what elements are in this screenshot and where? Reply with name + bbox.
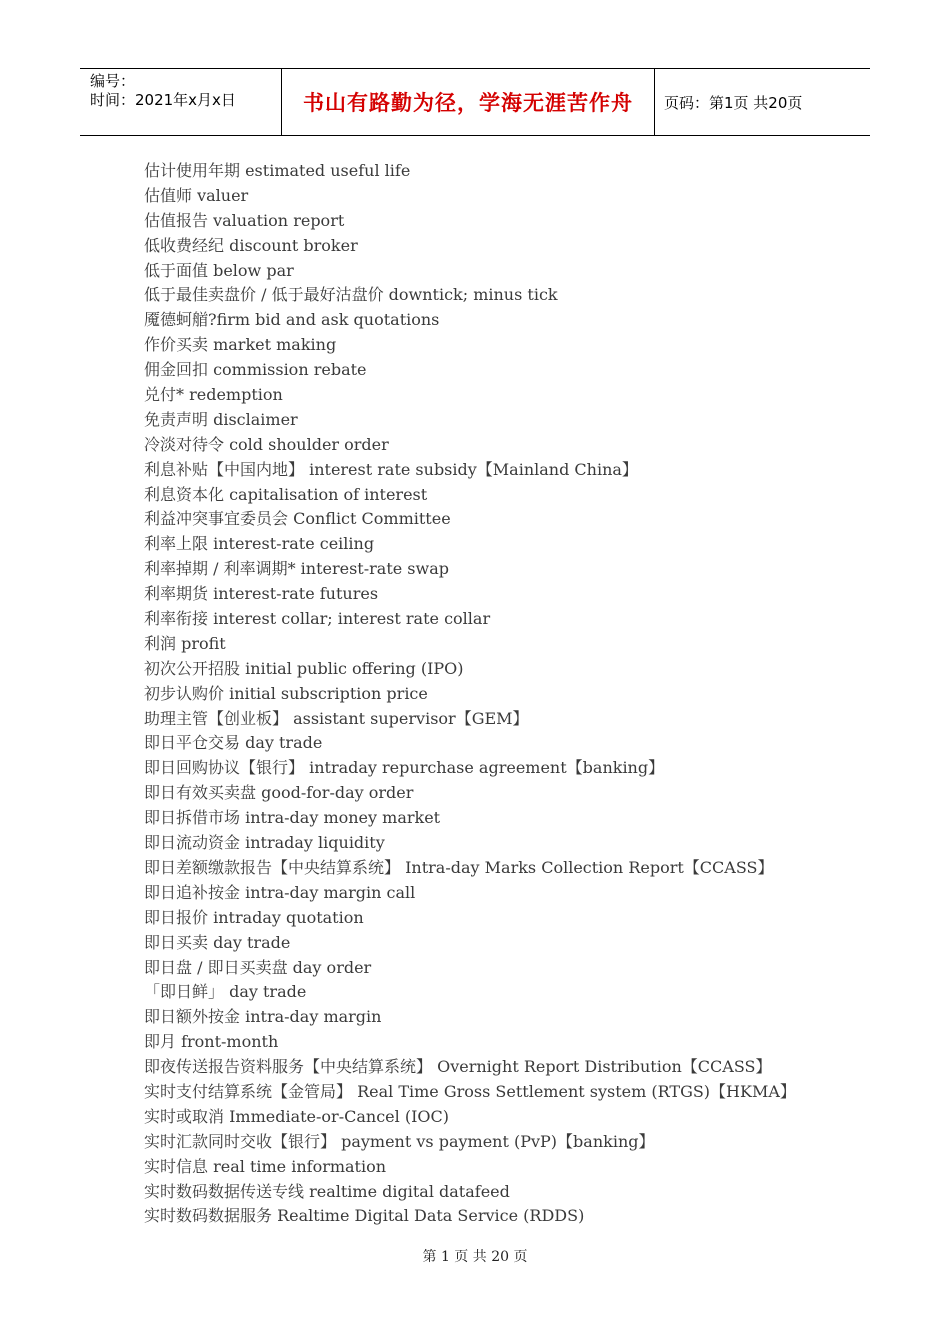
- glossary-entry: 利息补贴【中国内地】 interest rate subsidy【Mainland China】: [144, 459, 638, 479]
- glossary-entry: 助理主管【创业板】 assistant supervisor【GEM】: [144, 708, 529, 728]
- glossary-entry: 估计使用年期 estimated useful life: [144, 161, 411, 180]
- glossary-entry: 即月 front-month: [144, 1032, 279, 1052]
- header-page-info: [655, 69, 870, 135]
- glossary-entry: 实时数码数据传送专线 realtime digital datafeed: [144, 1181, 510, 1201]
- glossary-entry: 即日有效买卖盘 good-for-day order: [144, 783, 414, 803]
- glossary-entry: 实时或取消 Immediate-or-Cancel (IOC): [144, 1106, 449, 1126]
- glossary-entry: 即日报价 intraday quotation: [144, 907, 364, 927]
- glossary-entry: 即日差额缴款报告【中央结算系统】 Intra-day Marks Collection Report【CCASS】: [144, 857, 774, 877]
- glossary-entry: 即日盘 / 即日买卖盘 day order: [144, 957, 372, 977]
- document-date: 时间：2021年x月x日: [90, 91, 236, 109]
- glossary-entry: 「即日鲜」 day trade: [144, 982, 307, 1002]
- glossary-entry: 利息资本化 capitalisation of interest: [144, 484, 428, 504]
- glossary-entry: 利率上限 interest-rate ceiling: [144, 534, 375, 554]
- glossary-entry: 即日平仓交易 day trade: [144, 733, 323, 753]
- glossary-entry: 作价买卖 market making: [144, 335, 337, 355]
- glossary-entry: 即日回购协议【银行】 intraday repurchase agreement【banking】: [144, 758, 665, 778]
- glossary-entry: 估值报告 valuation report: [144, 210, 345, 230]
- glossary-entry: 利益冲突事宜委员会 Conflict Committee: [144, 509, 451, 529]
- header-motto-cell: [282, 69, 655, 135]
- glossary-entry: 低于最佳卖盘价 / 低于最好沽盘价 downtick; minus tick: [144, 285, 558, 305]
- glossary-entry: 利率期货 interest-rate futures: [144, 584, 379, 604]
- glossary-entry: 利率掉期 / 利率调期* interest-rate swap: [144, 559, 449, 579]
- glossary-entry: 实时数码数据服务 Realtime Digital Data Service (RDDS): [144, 1206, 585, 1226]
- glossary-entry: 即日额外按金 intra-day margin: [144, 1007, 382, 1027]
- header-meta: [80, 69, 282, 135]
- glossary-entry: 实时信息 real time information: [144, 1156, 387, 1176]
- glossary-entry: 魇德蚵艏?firm bid and ask quotations: [144, 310, 440, 330]
- glossary-entry: 利率衔接 interest collar; interest rate collar: [144, 609, 491, 629]
- header-motto: 书山有路勤为径，学海无涯苦作舟: [303, 91, 633, 115]
- glossary-entry: 低收费经纪 discount broker: [144, 235, 358, 255]
- glossary-entry: 即日买卖 day trade: [144, 932, 291, 952]
- glossary-entry: 估值师 valuer: [144, 185, 249, 205]
- page-footer: 第 1 页 共 20 页: [422, 1249, 528, 1265]
- glossary-entry: 即日追补按金 intra-day margin call: [144, 882, 416, 902]
- glossary-entry: 初次公开招股 initial public offering (IPO): [144, 658, 464, 678]
- glossary-entry: 免责声明 disclaimer: [144, 409, 298, 429]
- glossary-entry: 初步认购价 initial subscription price: [144, 683, 428, 703]
- glossary-list: [144, 159, 864, 1229]
- glossary-entry: 即夜传送报告资料服务【中央结算系统】 Overnight Report Distribution【CCASS】: [144, 1057, 772, 1077]
- glossary-entry: 实时支付结算系统【金管局】 Real Time Gross Settlement system (RTGS)【HKMA】: [144, 1081, 796, 1101]
- glossary-entry: 兑付* redemption: [144, 385, 283, 405]
- glossary-entry: 佣金回扣 commission rebate: [144, 360, 367, 380]
- glossary-entry: 冷淡对待令 cold shoulder order: [144, 434, 389, 454]
- glossary-entry: 低于面值 below par: [144, 260, 294, 280]
- page-header: [80, 68, 870, 136]
- glossary-entry: 即日流动资金 intraday liquidity: [144, 833, 385, 853]
- page-info-text: 页码：第1页 共20页: [664, 93, 803, 112]
- glossary-entry: 实时汇款同时交收【银行】 payment vs payment (PvP)【banking】: [144, 1131, 655, 1151]
- glossary-entry: 利润 profit: [144, 633, 226, 653]
- document-number-label: 编号：: [90, 72, 136, 90]
- glossary-entry: 即日拆借市场 intra-day money market: [144, 808, 441, 828]
